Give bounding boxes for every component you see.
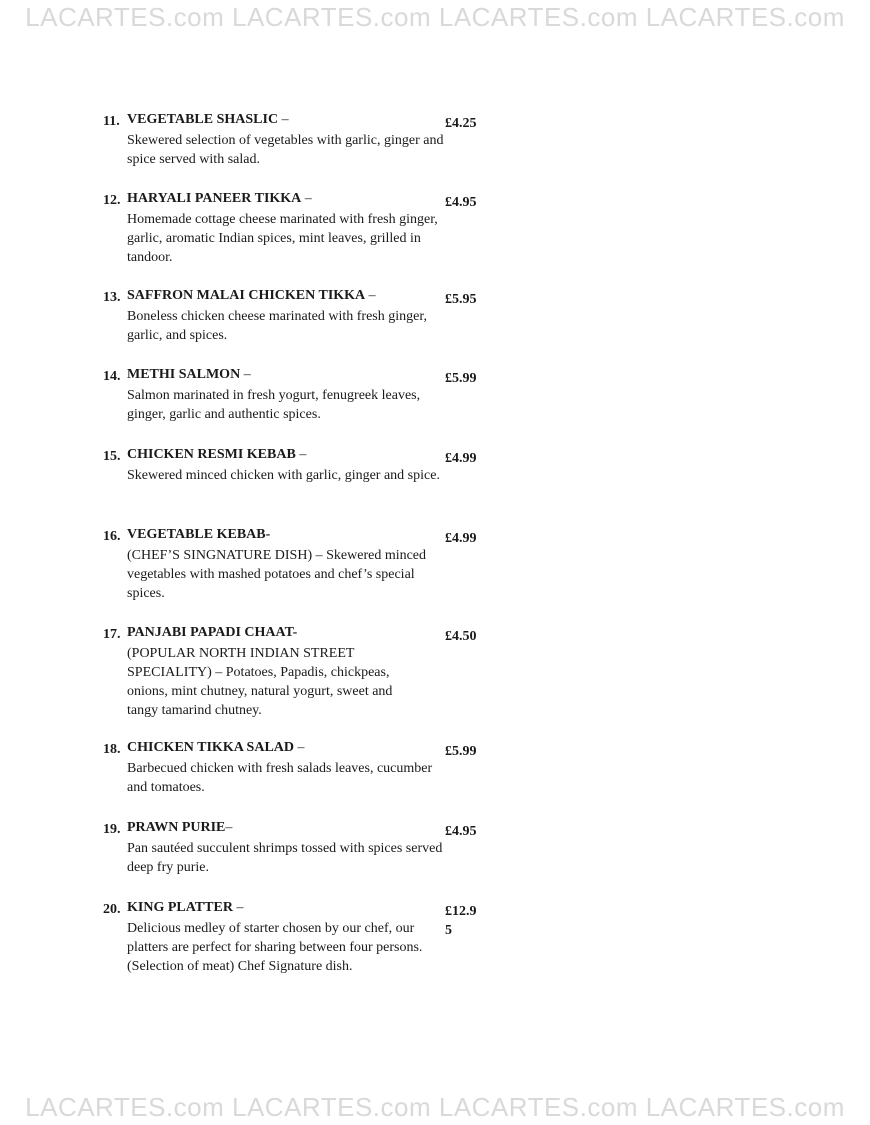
item-name: PRAWN PURIE: [127, 820, 226, 835]
item-number: 12.: [103, 193, 121, 208]
item-number: 18.: [103, 742, 121, 757]
item-name: PANJABI PAPADI CHAAT-: [127, 625, 298, 640]
item-title: [127, 900, 243, 916]
item-price: £4.95: [445, 195, 477, 210]
item-separator: –: [225, 820, 233, 835]
item-price: £4.25: [445, 116, 477, 131]
item-separator: –: [295, 447, 307, 462]
item-description: Salmon marinated in fresh yogurt, fenugreek leaves, ginger, garlic and authentic spices.: [127, 388, 421, 422]
watermark-bottom: LACARTES.com LACARTES.com LACARTES.com LACARTES.com: [25, 1092, 845, 1122]
item-description: (POPULAR NORTH INDIAN STREET SPECIALITY) – Potatoes, Papadis, chickpeas, onions, mint chutney, natural yogurt, sweet and tangy tamarind chutney.: [127, 646, 393, 718]
item-description: Pan sautéed succulent shrimps tossed with spices served deep fry purie.: [127, 841, 443, 875]
item-price: £5.95: [445, 292, 477, 307]
item-description: Boneless chicken cheese marinated with fresh ginger, garlic, and spices.: [127, 309, 427, 343]
item-description: Homemade cottage cheese marinated with fresh ginger, garlic, aromatic Indian spices, mint leaves, grilled in tandoor.: [127, 212, 438, 265]
item-description: Delicious medley of starter chosen by our chef, our platters are perfect for sharing between four persons. (Selection of meat) Chef Signature dish.: [127, 921, 423, 974]
item-title: [127, 191, 312, 207]
item-price: £4.99: [445, 451, 477, 466]
item-description: (CHEF’S SINGNATURE DISH) – Skewered minced vegetables with mashed potatoes and chef’s special spices.: [127, 548, 427, 601]
item-title: [127, 112, 289, 128]
item-title: [127, 367, 251, 383]
item-name: VEGETABLE KEBAB-: [127, 527, 271, 542]
item-number: 11.: [103, 114, 120, 129]
item-name: SAFFRON MALAI CHICKEN TIKKA: [127, 288, 366, 303]
item-title: [127, 447, 306, 463]
item-number: 15.: [103, 449, 121, 464]
item-price: £5.99: [445, 744, 477, 759]
watermark-top: LACARTES.com LACARTES.com LACARTES.com LACARTES.com: [25, 2, 845, 32]
item-separator: –: [278, 112, 289, 127]
item-separator: –: [240, 367, 251, 382]
item-name: CHICKEN TIKKA SALAD: [127, 740, 295, 755]
item-description: Skewered selection of vegetables with garlic, ginger and spice served with salad.: [127, 133, 444, 167]
item-name: HARYALI PANEER TIKKA: [127, 191, 302, 206]
item-separator: –: [301, 191, 312, 206]
item-separator: –: [232, 900, 244, 915]
item-description: Skewered minced chicken with garlic, ginger and spice.: [127, 468, 440, 483]
item-name: CHICKEN RESMI KEBAB: [127, 447, 296, 462]
item-name: KING PLATTER: [127, 900, 233, 915]
item-number: 19.: [103, 822, 121, 837]
item-title: [127, 740, 305, 756]
item-number: 13.: [103, 290, 121, 305]
item-name: VEGETABLE SHASLIC: [127, 112, 279, 127]
item-name: METHI SALMON: [127, 367, 241, 382]
item-number: 17.: [103, 627, 121, 642]
item-price: £5.99: [445, 371, 477, 386]
item-price: £4.99: [445, 531, 477, 546]
item-title: [127, 820, 232, 836]
item-price: £4.95: [445, 824, 477, 839]
item-title: [127, 625, 297, 641]
item-number: 14.: [103, 369, 121, 384]
item-title: [127, 288, 376, 304]
item-price: £4.50: [445, 629, 477, 644]
item-description: Barbecued chicken with fresh salads leaves, cucumber and tomatoes.: [127, 761, 433, 795]
item-separator: –: [294, 740, 305, 755]
item-number: 16.: [103, 529, 121, 544]
item-separator: –: [365, 288, 376, 303]
item-number: 20.: [103, 902, 121, 917]
item-price: £12.95: [445, 904, 477, 938]
item-title: [127, 527, 270, 543]
